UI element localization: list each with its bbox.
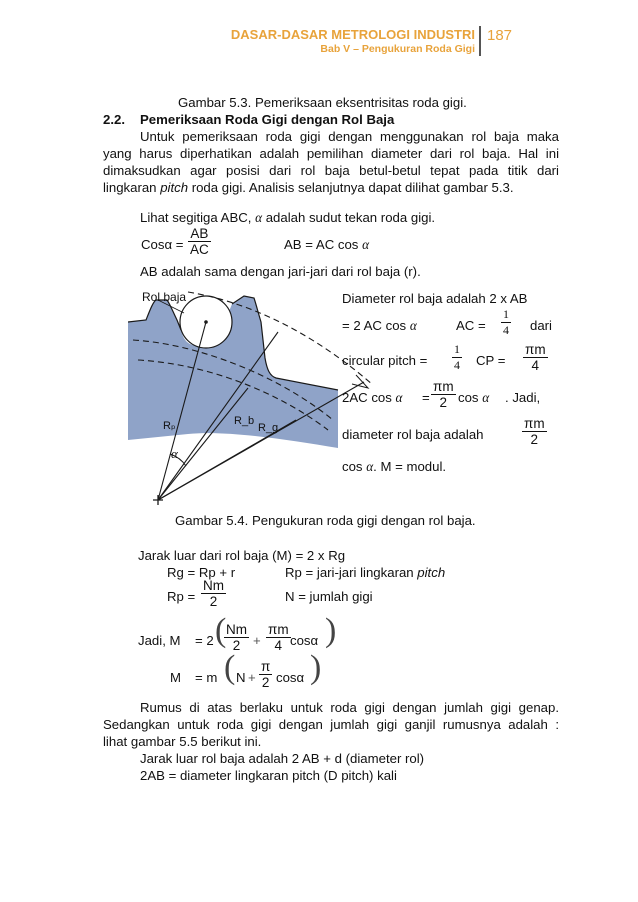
gear-roller-diagram xyxy=(128,280,378,505)
para2-line5: 2AB = diameter lingkaran pitch (D pitch) kali xyxy=(140,768,397,783)
section-title: Pemeriksaan Roda Gigi dengan Rol Baja xyxy=(140,112,395,127)
pi-over-2: $\frac{\pi}{2}$ xyxy=(261,659,271,690)
radius-note: AB adalah sama dengan jari-jari dari rol baja (r). xyxy=(140,264,421,279)
ab-over-ac-fraction: $\frac{AB}{AC}$ xyxy=(190,226,209,257)
para1-line4: lingkaran pitch roda gigi. Analisis selanjutnya dapat dilihat gambar 5.3. xyxy=(103,180,514,195)
alpha-angle-label: α xyxy=(171,446,178,461)
quarter-fraction-2: $\frac{1}{4}$ xyxy=(454,342,460,372)
pi-m-over-4-b: $\frac{\pi m}{4}$ xyxy=(268,622,289,653)
quarter-fraction-1: $\frac{1}{4}$ xyxy=(503,307,509,337)
jadi-label: Jadi, M xyxy=(138,633,181,648)
ab-equation: AB = AC cos α xyxy=(284,237,369,252)
header-divider xyxy=(479,26,481,56)
nm-over-2-a: $\frac{Nm}{2}$ xyxy=(203,578,224,609)
rg-label: R_g xyxy=(258,422,279,434)
n-symbol: N xyxy=(236,670,246,685)
side-line1: Diameter rol baja adalah 2 x AB xyxy=(342,291,528,306)
gear-body xyxy=(128,296,338,448)
plus-sign-2: + xyxy=(248,670,256,685)
pi-m-over-2-a: $\frac{\pi m}{2}$ xyxy=(433,379,454,410)
section-number: 2.2. xyxy=(103,112,125,127)
rb-label: R_b xyxy=(234,415,255,427)
m-label: M xyxy=(170,670,181,685)
side-line6: cos α. M = modul. xyxy=(342,459,447,474)
para2-line3: lihat gambar 5.5 berikut ini. xyxy=(103,734,262,749)
equals-m: = m xyxy=(195,670,218,685)
para1-line1: Untuk pemeriksaan roda gigi dengan menggunakan rol baja maka xyxy=(140,129,559,144)
para2-line1: Rumus di atas berlaku untuk roda gigi dengan jumlah gigi genap. xyxy=(140,700,559,715)
figure-caption-5-4: Gambar 5.4. Pengukuran roda gigi dengan rol baja. xyxy=(175,513,476,528)
rp-definition: Rp = jari-jari lingkaran pitch xyxy=(285,565,446,580)
right-paren-2: ) xyxy=(310,649,322,686)
page-number: 187 xyxy=(487,27,513,44)
m-definition: Jarak luar dari rol baja (M) = 2 x Rg xyxy=(138,548,346,563)
triangle-line: Lihat segitiga ABC, α adalah sudut tekan roda gigi. xyxy=(140,210,436,225)
para1-line2: yang harus diperhatikan adalah pemilihan diameter dari rol baja. Hal ini xyxy=(103,146,559,161)
roller-label: Rol baja xyxy=(142,290,187,304)
side-line2-a: = 2 AC cos α xyxy=(342,318,417,333)
side-line4-d: . Jadi, xyxy=(505,390,541,405)
plus-sign-1: + xyxy=(253,633,261,648)
figure-caption-5-3: Gambar 5.3. Pemeriksaan eksentrisitas roda gigi. xyxy=(178,95,467,110)
cos-alpha-label: Cosα = xyxy=(141,237,184,252)
rp-label: Rₚ xyxy=(163,420,176,432)
para2-line4: Jarak luar rol baja adalah 2 AB + d (diameter rol) xyxy=(140,751,425,766)
side-line5: diameter rol baja adalah xyxy=(342,427,484,442)
para1-line3: dimaksudkan agar posisi dari rol baja betul-betul tepat pada titik dari xyxy=(103,163,559,178)
side-line4-eq: = xyxy=(422,390,430,405)
side-line2-b: AC = xyxy=(456,318,486,333)
left-paren-2: ( xyxy=(224,649,236,686)
equals-two: = 2 xyxy=(195,633,214,648)
cos-alpha-2: cosα xyxy=(276,670,305,685)
cos-alpha-1: cosα xyxy=(290,633,319,648)
header-title: DASAR-DASAR METROLOGI INDUSTRI xyxy=(230,27,475,42)
rg-equation: Rg = Rp + r xyxy=(167,565,236,580)
side-line4-a: 2AC cos α xyxy=(342,390,403,405)
left-paren-1: ( xyxy=(215,612,227,649)
pi-m-over-4: $\frac{\pi m}{4}$ xyxy=(525,342,546,373)
side-line2-c: dari xyxy=(530,318,552,333)
n-definition: N = jumlah gigi xyxy=(285,589,373,604)
para2-line2: Sedangkan untuk roda gigi dengan jumlah gigi ganjil rumusnya adalah : xyxy=(103,717,559,732)
side-line3-a: circular pitch = xyxy=(342,353,428,368)
nm-over-2-b: $\frac{Nm}{2}$ xyxy=(226,622,247,653)
side-line3-b: CP = xyxy=(476,353,506,368)
rp-label-eq: Rp = xyxy=(167,589,196,604)
right-paren-1: ) xyxy=(325,612,337,649)
pi-m-over-2-b: $\frac{\pi m}{2}$ xyxy=(524,416,545,447)
header-subtitle: Bab V – Pengukuran Roda Gigi xyxy=(320,43,475,55)
side-line4-c: cos α xyxy=(458,390,490,405)
